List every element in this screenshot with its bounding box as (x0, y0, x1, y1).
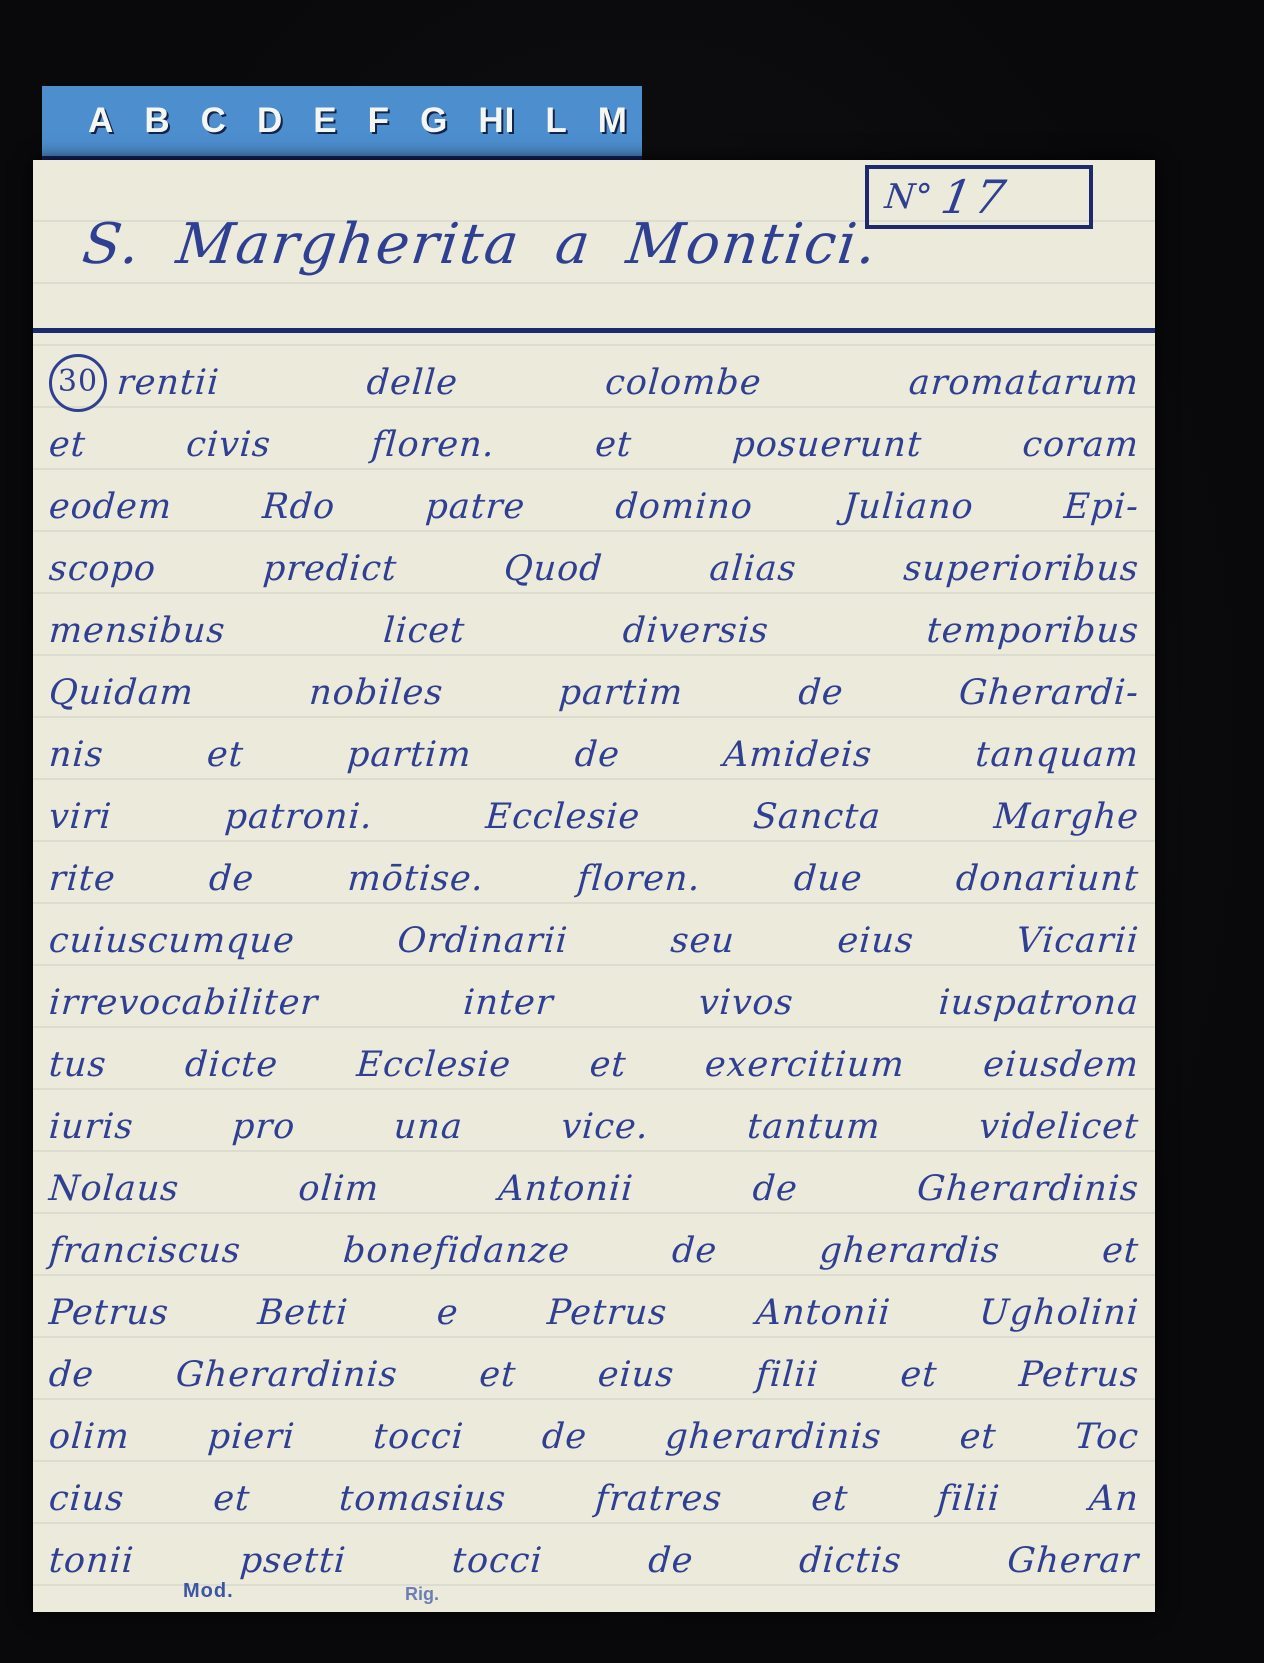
printed-model-imprint: Mod. (183, 1580, 234, 1602)
card-paper (33, 160, 1155, 1612)
handwritten-body (49, 352, 1139, 1592)
number-value: 17 (936, 170, 1014, 224)
handwritten-line: Quidam nobiles partim de Gherardi- (47, 673, 1141, 713)
printed-rig-imprint: Rig. (405, 1584, 439, 1604)
tab-letter: C (200, 101, 227, 140)
handwritten-line: iuris pro una vice. tantum videlicet (47, 1107, 1141, 1147)
handwritten-line: nis et partim de Amideis tanquam (47, 735, 1141, 775)
handwritten-line: rite de mōtise. floren. due donariunt (47, 859, 1141, 899)
header-divider (33, 328, 1155, 333)
tab-letter: A (88, 101, 115, 140)
handwritten-line: eodem Rdo patre domino Juliano Epi- (47, 487, 1141, 527)
handwritten-line: cuiuscumque Ordinarii seu eius Vicarii (47, 921, 1141, 961)
handwritten-line: franciscus bonefidanze de gherardis et (47, 1231, 1141, 1271)
circled-margin-number: 30 (49, 354, 107, 412)
tab-letter: HI (478, 101, 516, 140)
handwritten-line: viri patroni. Ecclesie Sancta Marghe (47, 797, 1141, 837)
handwritten-line: olim pieri tocci de gherardinis et Toc (47, 1417, 1141, 1457)
handwritten-line (47, 352, 1141, 414)
tab-letter: B (144, 101, 171, 140)
tab-letter: F (367, 101, 391, 140)
tab-letter: G (420, 101, 449, 140)
handwritten-line: cius et tomasius fratres et filii An (47, 1479, 1141, 1519)
number-label: N° (882, 177, 934, 217)
handwritten-line: tonii psetti tocci de dictis Gherar (47, 1541, 1141, 1581)
alphabet-tab (42, 86, 642, 163)
card-title: S. Margherita a Montici. (79, 212, 882, 277)
handwritten-line: Nolaus olim Antonii de Gherardinis (47, 1169, 1141, 1209)
handwritten-line: Petrus Betti e Petrus Antonii Ugholini (47, 1293, 1141, 1333)
handwritten-line: et civis floren. et posuerunt coram (47, 425, 1141, 465)
tab-letter: D (256, 101, 284, 140)
handwritten-line: de Gherardinis et eius filii et Petrus (47, 1355, 1141, 1395)
handwritten-line-text: rentii delle colombe aromatarum (115, 363, 1141, 403)
handwritten-line: scopo predict Quod alias superioribus (47, 549, 1141, 589)
handwritten-line: irrevocabiliter inter vivos iuspatrona (47, 983, 1141, 1023)
tab-letter: L (545, 101, 568, 140)
handwritten-line: mensibus licet diversis temporibus (47, 611, 1141, 651)
handwritten-line: tus dicte Ecclesie et exercitium eiusdem (47, 1045, 1141, 1085)
tab-letter: E (313, 101, 338, 140)
tab-letter: M (597, 101, 628, 140)
